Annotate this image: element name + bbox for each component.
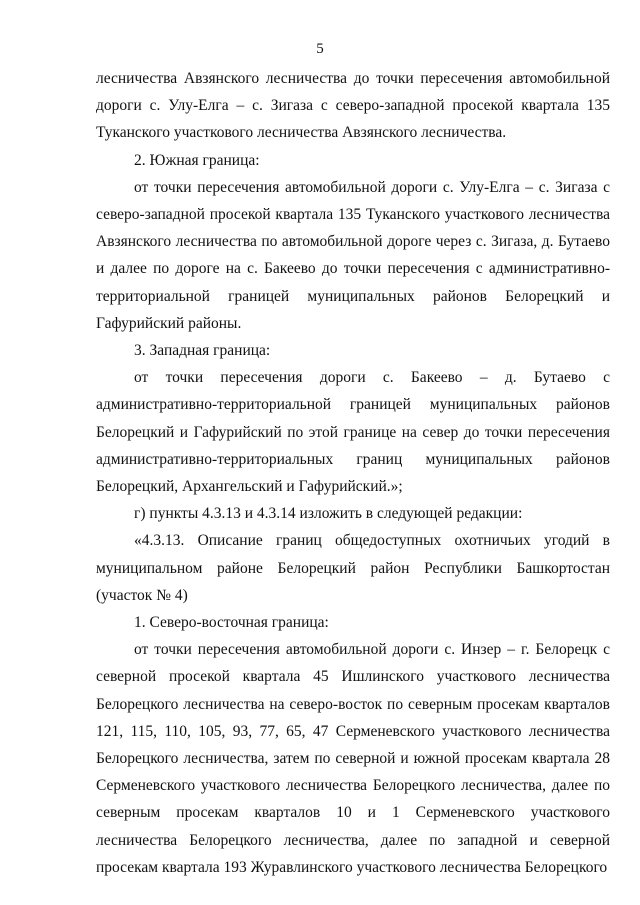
paragraph-continuation: лесничества Авзянского лесничества до точки пересечения автомобильной дороги с. Улу-Елга – с. Зигаза с северо-западной просекой квартала 135 Туканского участкового лесничества Авзянского лесничества. (96, 70, 610, 142)
paragraph-heading-northeast-border: 1. Северо-восточная граница: (134, 614, 329, 632)
paragraph-section-4-3-13-title: «4.3.13. Описание границ общедоступных охотничьих угодий в муниципальном районе Белорецкий район Республики Башкортостан (участок № 4) (96, 532, 610, 604)
paragraph-amendment-item-g: г) пункты 4.3.13 и 4.3.14 изложить в следующей редакции: (134, 505, 523, 523)
paragraph-heading-west-border: 3. Западная граница: (134, 342, 271, 360)
paragraph-south-border-text: от точки пересечения автомобильной дороги с. Улу-Елга – с. Зигаза с северо-западной просекой квартала 135 Туканского участкового лесничества Авзянского лесничества по автомобильной дороге через с. Зигаза, д. Бутаево и далее по дороге на с. Бакеево до точки пересечения с административно-территориальной границей муниципальных районов Белорецкий и Гафурийский районы. (96, 178, 610, 332)
document-body (96, 65, 610, 881)
paragraph-west-border-text: от точки пересечения дороги с. Бакеево – д. Бутаево с административно-территориальной границей муниципальных районов Белорецкий и Гафурийский по этой границе на север до точки пересечения административно-территориальных границ муниципальных районов Белорецкий, Архангельский и Гафурийский.»; (96, 369, 610, 496)
paragraph-heading-south-border: 2. Южная граница: (134, 151, 260, 169)
paragraph-northeast-border-text: от точки пересечения автомобильной дороги с. Инзер – г. Белорецк с северной просекой квартала 45 Ишлинского участкового лесничества Белорецкого лесничества на северо-восток по северным просекам кварталов 121, 115, 110, 105, 93, 77, 65, 47 Серменевского участкового лесничества Белорецкого лесничества, затем по северной и южной просекам квартала 28 Серменевского участкового лесничества Белорецкого лесничества, далее по северным просекам кварталов 10 и 1 Серменевского участкового лесничества Белорецкого лесничества, далее по западной и северной просекам квартала 193 Журавлинского участкового лесничества Белорецкого (96, 641, 610, 876)
page-number: 5 (316, 41, 324, 57)
